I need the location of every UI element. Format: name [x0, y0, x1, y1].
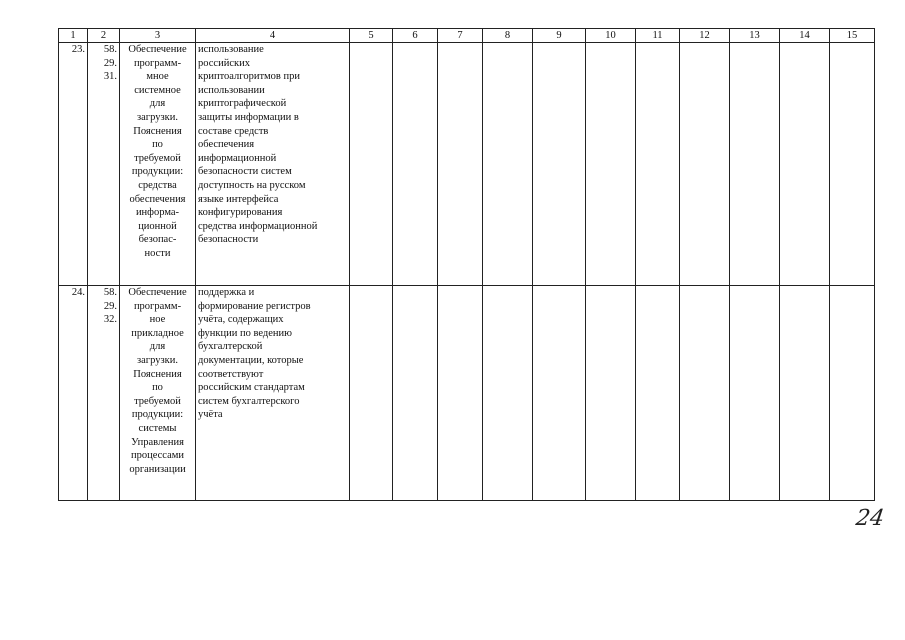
text-line: ности: [144, 247, 171, 259]
text-line: информационной: [198, 152, 277, 164]
product-name-cell: [120, 286, 196, 501]
text-line: продукции:: [131, 166, 184, 178]
text-line: средства информационной: [198, 220, 318, 232]
text-line: информа-: [135, 207, 180, 219]
row-number: 23.: [71, 44, 85, 55]
text-line: использовании: [198, 84, 265, 96]
column-header: 1: [59, 29, 88, 43]
text-line: прикладное: [131, 327, 184, 339]
empty-cell: [830, 286, 875, 501]
column-header: 4: [196, 29, 350, 43]
text-line: по: [152, 139, 163, 151]
text-line: российским стандартам: [198, 382, 305, 394]
empty-cell: [393, 286, 438, 501]
empty-cell: [636, 43, 680, 286]
handwritten-page-number: 24: [854, 506, 886, 531]
column-header: 2: [88, 29, 120, 43]
text-line: ционной: [138, 220, 177, 232]
text-line: Пояснения: [133, 368, 182, 380]
text-line: средства: [138, 179, 177, 191]
text-line: конфигурирования: [198, 207, 283, 219]
empty-cell: [680, 43, 730, 286]
description-cell: [196, 43, 350, 286]
text-line: соответствуют: [198, 368, 264, 380]
text-line: загрузки.: [137, 111, 178, 123]
empty-cell: [830, 43, 875, 286]
text-line: доступность на русском: [198, 179, 306, 191]
table-row: [59, 43, 875, 286]
empty-cell: [680, 286, 730, 501]
text-line: организации: [129, 463, 186, 475]
text-line: Обеспечение: [128, 44, 187, 55]
text-line: защиты информации в: [198, 111, 299, 123]
code-part: 29.: [103, 57, 117, 69]
text-line: криптографической: [198, 98, 287, 110]
text-line: учёта: [198, 409, 223, 421]
code-part: 58.: [103, 44, 117, 55]
text-line: программ-: [133, 300, 182, 312]
column-header: 15: [830, 29, 875, 43]
header-row: [59, 29, 875, 43]
text-line: криптоалгоритмов при: [198, 71, 301, 83]
column-header: 3: [120, 29, 196, 43]
empty-cell: [393, 43, 438, 286]
text-line: безопас-: [138, 234, 177, 246]
text-line: Управления: [131, 436, 184, 448]
text-line: Обеспечение: [128, 287, 187, 298]
code-part: 58.: [103, 287, 117, 298]
empty-cell: [730, 43, 780, 286]
row-number: 24.: [71, 287, 85, 298]
column-header: 10: [586, 29, 636, 43]
empty-cell: [636, 286, 680, 501]
empty-cell: [533, 286, 586, 501]
text-line: системы: [138, 422, 177, 434]
requirements-table: [58, 28, 875, 501]
empty-cell: [586, 286, 636, 501]
column-header: 8: [483, 29, 533, 43]
empty-cell: [350, 286, 393, 501]
column-header: 11: [636, 29, 680, 43]
table-row: [59, 286, 875, 501]
text-line: безопасности систем: [198, 166, 292, 178]
text-line: поддержка и: [198, 287, 255, 298]
text-line: Пояснения: [133, 125, 182, 137]
empty-cell: [350, 43, 393, 286]
description-cell: [196, 286, 350, 501]
row-number-cell: [59, 286, 88, 501]
product-name-cell: [120, 43, 196, 286]
code-cell: [88, 43, 120, 286]
text-line: требуемой: [134, 152, 181, 164]
code-part: 31.: [103, 71, 117, 83]
text-line: для: [149, 341, 166, 353]
text-line: безопасности: [198, 234, 259, 246]
empty-cell: [483, 43, 533, 286]
text-line: документации, которые: [198, 354, 304, 366]
text-line: по: [152, 382, 163, 394]
column-header: 14: [780, 29, 830, 43]
empty-cell: [730, 286, 780, 501]
text-line: составе средств: [198, 125, 269, 137]
empty-cell: [586, 43, 636, 286]
text-line: процессами: [130, 450, 185, 462]
text-line: ное: [149, 314, 166, 326]
text-line: учёта, содержащих: [198, 314, 284, 326]
text-line: функции по ведению: [198, 327, 292, 339]
column-header: 7: [438, 29, 483, 43]
empty-cell: [438, 286, 483, 501]
text-line: программ-: [133, 57, 182, 69]
code-cell: [88, 286, 120, 501]
empty-cell: [533, 43, 586, 286]
text-line: языке интерфейса: [198, 193, 279, 205]
code-part: 29.: [103, 300, 117, 312]
text-line: требуемой: [134, 395, 181, 407]
text-line: формирование регистров: [198, 300, 311, 312]
text-line: загрузки.: [137, 354, 178, 366]
text-line: российских: [198, 57, 250, 69]
text-line: систем бухгалтерского: [198, 395, 300, 407]
column-header: 5: [350, 29, 393, 43]
column-header: 12: [680, 29, 730, 43]
empty-cell: [780, 43, 830, 286]
text-line: использование: [198, 44, 264, 55]
row-number-cell: [59, 43, 88, 286]
column-header: 9: [533, 29, 586, 43]
column-header: 13: [730, 29, 780, 43]
empty-cell: [438, 43, 483, 286]
text-line: мное: [146, 71, 169, 83]
text-line: обеспечения: [129, 193, 186, 205]
text-line: системное: [134, 84, 181, 96]
code-part: 32.: [103, 314, 117, 326]
text-line: бухгалтерской: [198, 341, 263, 353]
empty-cell: [780, 286, 830, 501]
column-header: 6: [393, 29, 438, 43]
text-line: обеспечения: [198, 139, 255, 151]
text-line: для: [149, 98, 166, 110]
empty-cell: [483, 286, 533, 501]
text-line: продукции:: [131, 409, 184, 421]
